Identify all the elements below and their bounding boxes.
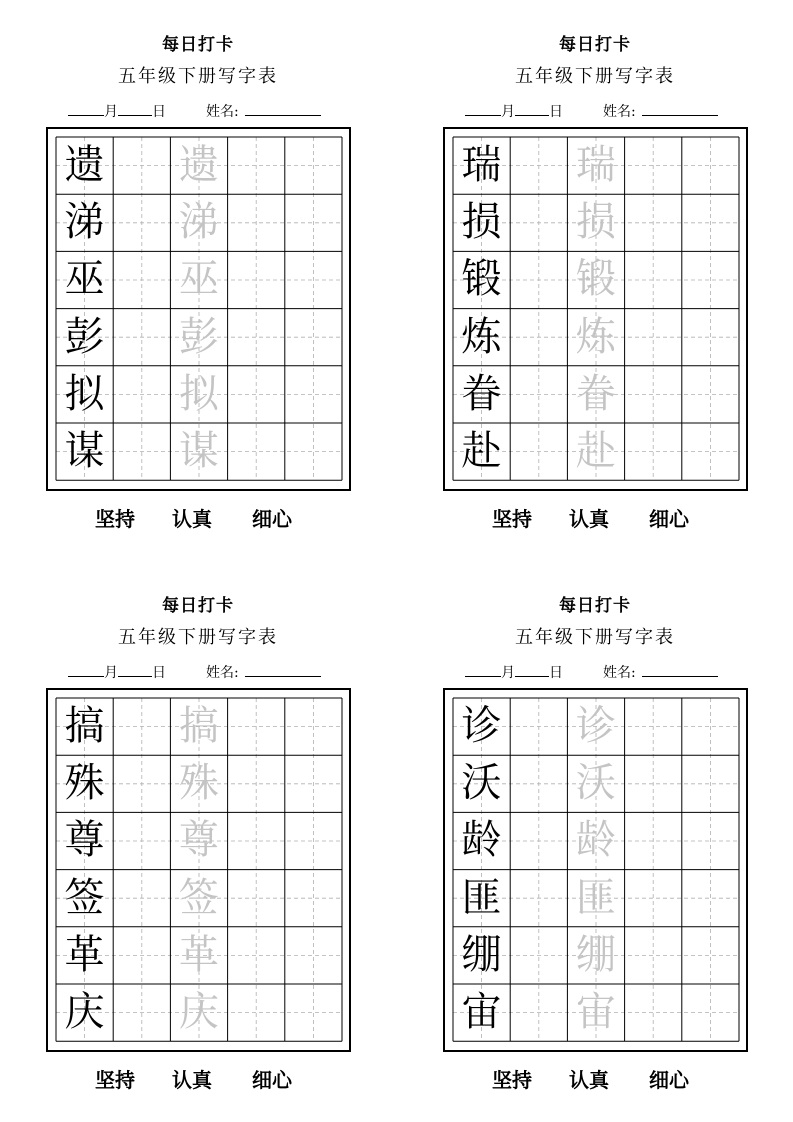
- day-blank[interactable]: [515, 662, 549, 677]
- name-label: 姓名:: [206, 665, 239, 681]
- month-blank[interactable]: [465, 662, 501, 677]
- name-blank[interactable]: [642, 662, 718, 677]
- trace-character[interactable]: 损: [575, 199, 616, 246]
- trace-character[interactable]: 搞: [178, 703, 219, 749]
- model-character: 匪: [461, 874, 502, 921]
- character-layer: [48, 690, 349, 1050]
- model-character: 宙: [461, 989, 502, 1035]
- model-character: 搞: [64, 703, 105, 749]
- day-label: 日: [152, 104, 166, 120]
- day-blank[interactable]: [118, 101, 152, 116]
- motto-word: 细心: [649, 1068, 689, 1092]
- model-character: 眷: [461, 370, 502, 417]
- trace-character[interactable]: 锻: [575, 256, 616, 303]
- model-character: 签: [64, 874, 105, 921]
- writing-grid: [46, 127, 351, 491]
- motto-word: 坚持: [492, 507, 532, 531]
- panel-subtitle: 五年级下册写字表: [515, 627, 675, 648]
- model-character: 赴: [461, 428, 502, 474]
- writing-grid: [443, 688, 748, 1052]
- writing-grid: [46, 688, 351, 1052]
- motto-word: 认真: [172, 507, 212, 531]
- model-character: 炼: [461, 313, 502, 360]
- month-blank[interactable]: [68, 101, 104, 116]
- panel-subtitle: 五年级下册写字表: [118, 66, 278, 87]
- month-label: 月: [104, 104, 118, 120]
- day-label: 日: [152, 665, 166, 681]
- panel-subtitle: 五年级下册写字表: [118, 627, 278, 648]
- name-label: 姓名:: [206, 104, 239, 120]
- motto-word: 坚持: [95, 1068, 135, 1092]
- motto-word: 认真: [569, 507, 609, 531]
- trace-character[interactable]: 革: [178, 931, 219, 978]
- practice-panel: [397, 0, 793, 561]
- trace-character[interactable]: 彭: [178, 313, 219, 360]
- panel-title: 每日打卡: [162, 35, 234, 55]
- panel-title: 每日打卡: [162, 596, 234, 616]
- motto-word: 认真: [569, 1068, 609, 1092]
- name-blank[interactable]: [245, 101, 321, 116]
- month-blank[interactable]: [68, 662, 104, 677]
- model-character: 龄: [461, 817, 502, 864]
- day-label: 日: [549, 104, 563, 120]
- model-character: 庆: [64, 989, 105, 1035]
- trace-character[interactable]: 诊: [575, 703, 616, 749]
- model-character: 锻: [461, 256, 502, 303]
- model-character: 拟: [64, 370, 105, 417]
- writing-grid: [443, 127, 748, 491]
- trace-character[interactable]: 涕: [178, 199, 219, 246]
- month-label: 月: [104, 665, 118, 681]
- motto-word: 坚持: [95, 507, 135, 531]
- month-blank[interactable]: [465, 101, 501, 116]
- trace-character[interactable]: 宙: [575, 989, 616, 1035]
- trace-character[interactable]: 遗: [178, 142, 219, 188]
- month-label: 月: [501, 665, 515, 681]
- month-label: 月: [501, 104, 515, 120]
- motto-word: 细心: [252, 507, 292, 531]
- name-label: 姓名:: [603, 104, 636, 120]
- trace-character[interactable]: 尊: [178, 817, 219, 864]
- trace-character[interactable]: 殊: [178, 760, 219, 807]
- model-character: 巫: [64, 256, 105, 303]
- motto-word: 细心: [649, 507, 689, 531]
- date-name-line: [68, 662, 321, 683]
- panel-subtitle: 五年级下册写字表: [515, 66, 675, 87]
- model-character: 诊: [461, 703, 502, 749]
- motto-word: 细心: [252, 1068, 292, 1092]
- trace-character[interactable]: 沃: [575, 760, 616, 807]
- day-label: 日: [549, 665, 563, 681]
- trace-character[interactable]: 谋: [178, 428, 219, 474]
- model-character: 尊: [64, 817, 105, 864]
- model-character: 彭: [64, 313, 105, 360]
- character-layer: [48, 129, 349, 489]
- trace-character[interactable]: 拟: [178, 370, 219, 417]
- panel-title: 每日打卡: [559, 35, 631, 55]
- trace-character[interactable]: 赴: [575, 428, 616, 474]
- date-name-line: [465, 662, 718, 683]
- model-character: 殊: [64, 760, 105, 807]
- day-blank[interactable]: [515, 101, 549, 116]
- day-blank[interactable]: [118, 662, 152, 677]
- model-character: 革: [64, 931, 105, 978]
- trace-character[interactable]: 绷: [575, 931, 616, 978]
- trace-character[interactable]: 炼: [575, 313, 616, 360]
- trace-character[interactable]: 眷: [575, 370, 616, 417]
- practice-panel: [0, 561, 396, 1122]
- motto-word: 认真: [172, 1068, 212, 1092]
- date-name-line: [465, 101, 718, 122]
- panel-title: 每日打卡: [559, 596, 631, 616]
- practice-panel: [397, 561, 793, 1122]
- trace-character[interactable]: 巫: [178, 256, 219, 303]
- name-blank[interactable]: [245, 662, 321, 677]
- model-character: 谋: [64, 428, 105, 474]
- name-label: 姓名:: [603, 665, 636, 681]
- practice-panel: [0, 0, 396, 561]
- model-character: 遗: [64, 142, 105, 188]
- motto-word: 坚持: [492, 1068, 532, 1092]
- name-blank[interactable]: [642, 101, 718, 116]
- trace-character[interactable]: 匪: [575, 874, 616, 921]
- model-character: 损: [461, 199, 502, 246]
- trace-character[interactable]: 庆: [178, 989, 219, 1035]
- trace-character[interactable]: 瑞: [575, 142, 616, 188]
- date-name-line: [68, 101, 321, 122]
- character-layer: [445, 690, 746, 1050]
- character-layer: [445, 129, 746, 489]
- trace-character[interactable]: 龄: [575, 817, 616, 864]
- model-character: 涕: [64, 199, 105, 246]
- model-character: 瑞: [461, 142, 502, 188]
- trace-character[interactable]: 签: [178, 874, 219, 921]
- model-character: 绷: [461, 931, 502, 978]
- model-character: 沃: [461, 760, 502, 807]
